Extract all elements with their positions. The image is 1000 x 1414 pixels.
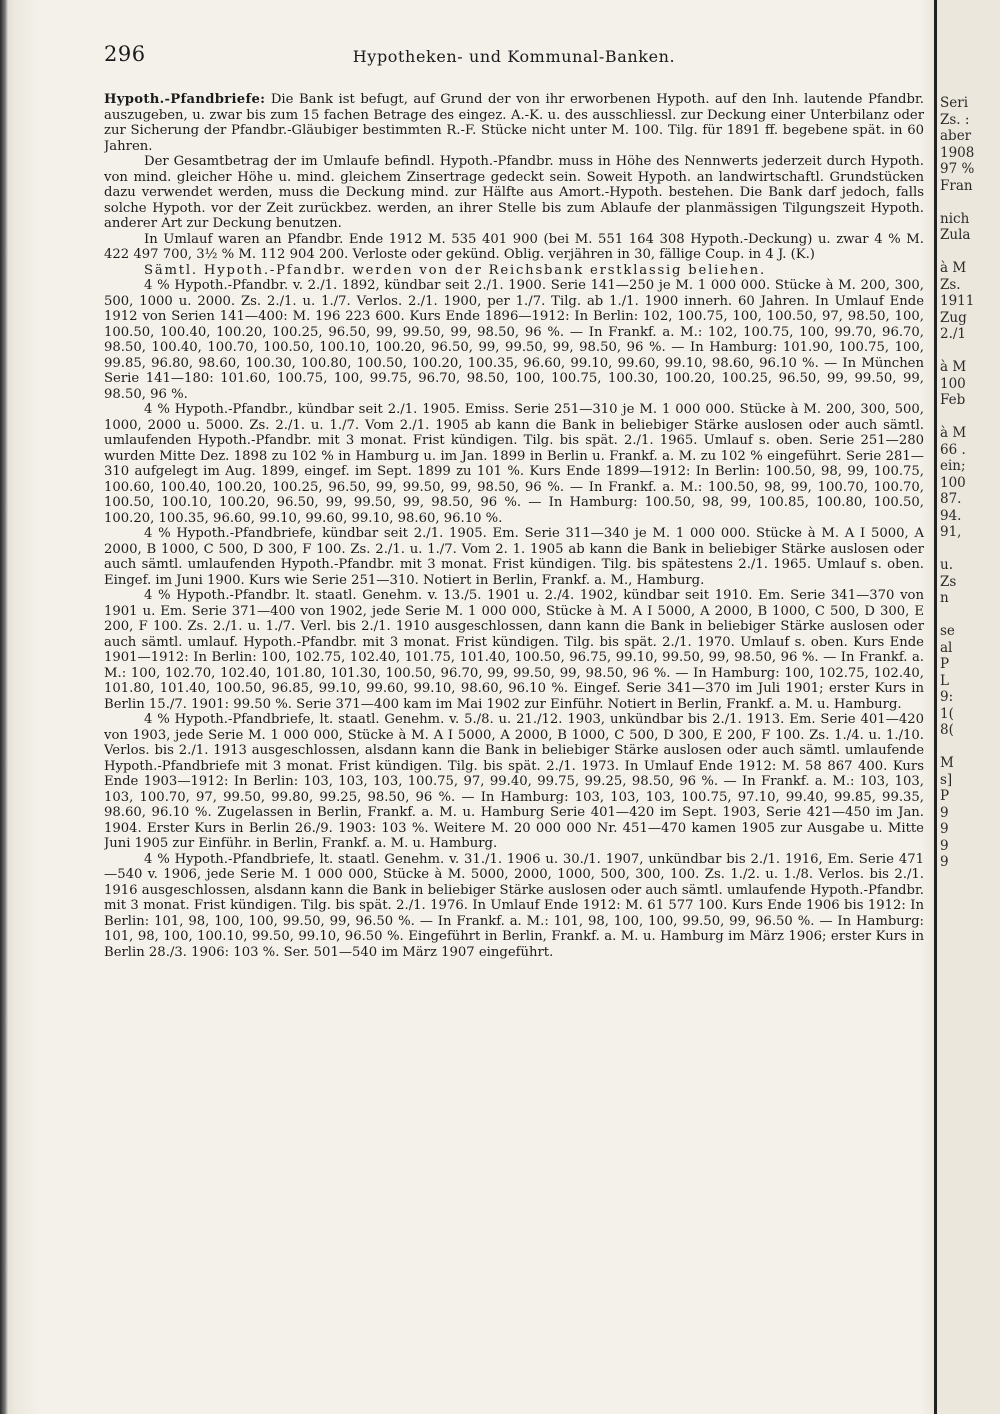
paragraph-issue-1892: 4 % Hypoth.-Pfandbr. v. 2./1. 1892, kündbar seit 2./1. 1900. Serie 141—250 je M. 1 000 000. Stücke à M. 200, 300, 500, 1000 u. 2000. Zs. 2./1. u. 1./7. Verlos. 2./1. 1900, per 1./7. Tilg. ab 1./1. 1900 innerh. 60 Jahren. In Umlauf Ende 1912 von Serien 141—400: M. 196 223 600. Kurs Ende 1896—1912: In Berlin: 102, 100.75, 100, 100.50, 97, 98.50, 100, 100.50, 100.40, 100.20, 100.25, 96.50, 99, 99.50, 99, 98.50, 96 %. — In Frankf. a. M.: 102, 100.75, 100, 99.70, 96.70, 98.50, 100.40, 100.70, 100.50, 100.10, 100.20, 96.50, 99, 99.50, 99, 98.50, 96 %. — In Hamburg: 101.90, 100.75, 100, 99.85, 96.80, 98.60, 100.30, 100.80, 100.50, 100.20, 100.35, 96.60, 99.10, 99.60, 99.10, 98.60, 96.10 %. — In München Serie 141—180: 101.60, 100.75, 100, 99.75, 96.70, 98.50, 100, 100.75, 100.30, 100.20, 100.25, 96.50, 99, 99.50, 99, 98.50, 96 %. (104, 278, 924, 402)
page-number: 296 (104, 42, 146, 66)
page-header (104, 42, 924, 72)
margin-fragment: 1908 (940, 144, 975, 161)
margin-fragment: nich (940, 210, 970, 227)
margin-fragment: 100 (940, 375, 966, 392)
margin-fragment (940, 194, 1000, 211)
margin-fragment: se (940, 623, 955, 639)
book-spine-shadow (0, 0, 8, 1414)
adjacent-page-fragments (940, 95, 1000, 1295)
margin-fragment: Zula (940, 227, 971, 243)
margin-fragment (940, 244, 1000, 261)
running-title: Hypotheken- und Kommunal-Banken. (352, 47, 676, 66)
margin-fragment: 100 (940, 474, 966, 491)
margin-fragment: 9 (940, 837, 949, 854)
margin-fragment: Zug (940, 309, 967, 326)
margin-fragment (940, 541, 1000, 558)
margin-fragment: P (940, 656, 950, 672)
margin-fragment (940, 409, 1000, 426)
paragraph-issue-1903: 4 % Hypoth.-Pfandbriefe, lt. staatl. Genehm. v. 5./8. u. 21./12. 1903, unkündbar bis 2./1. 1913. Em. Serie 401—420 von 1903, jede Serie M. 1 000 000, Stücke à M. A I 5000, A 2000, B 1000, C 500, D 300, E 200, F 100. Zs. 1./4. u. 1./10. Verlos. bis 2./1. 1913 ausgeschlossen, alsdann kann die Bank in beliebiger Stärke auslosen oder auch sämtl. umlaufende Hypoth.-Pfandbriefe mit 3 monat. Frist kündigen. Tilg. bis spät. 2./1. 1973. In Umlauf Ende 1912: M. 58 867 400. Kurs Ende 1903—1912: In Berlin: 103, 103, 103, 100.75, 97, 99.40, 99.75, 99.25, 98.50, 96 %. — In Frankf. a. M.: 103, 103, 103, 100.70, 97, 99.50, 99.80, 99.25, 98.50, 96 %. — In Hamburg: 103, 103, 103, 100.75, 97.10, 99.40, 99.85, 99.35, 98.60, 96.10 %. Zugelassen in Berlin, Frankf. a. M. u. Hamburg Serie 401—420 im Sept. 1903, Serie 421—450 im Jan. 1904. Erster Kurs in Berlin 26./9. 1903: 103 %. Weitere M. 20 000 000 Nr. 451—470 kamen 1905 zur Ausgabe u. Mitte Juni 1905 zur Einführ. in Berlin, Frankf. a. M. u. Hamburg. (104, 712, 924, 851)
paragraph-coverage: Der Gesamtbetrag der im Umlaufe befindl. Hypoth.-Pfandbr. muss in Höhe des Nennwerts jederzeit durch Hypoth. von mind. gleicher Höhe u. mind. gleichem Zinsertrage gedeckt sein. Soweit Hypoth. an landwirtschaftl. Grundstücken dazu verwendet werden, muss die Deckung mind. zur Hälfte aus Amort.-Hypoth. bestehen. Die Bank darf jedoch, falls solche Hypoth. vor der Zeit zurückbez. werden, an ihrer Stelle bis zum Ablaufe der planmässigen Tilgungszeit Hypoth. anderer Art zur Deckung benutzen. (104, 154, 924, 231)
margin-fragment: Fran (940, 177, 973, 194)
page-body (104, 92, 924, 1402)
margin-fragment: 1911 (940, 293, 975, 309)
paragraph-issue-1905-b: 4 % Hypoth.-Pfandbriefe, kündbar seit 2./1. 1905. Em. Serie 311—340 je M. 1 000 000. Stücke à M. A I 5000, A 2000, B 1000, C 500, D 300, F 100. Zs. 2./1. u. 1./7. Vom 2. 1. 1905 ab kann die Bank in beliebiger Stärke auslosen oder auch sämtl. umlaufenden Hypoth.-Pfandbr. mit 3 monat. Frist kündigen. Tilg. bis spätestens 2./1. 1965. Umlauf s. oben. Eingef. im Juni 1900. Kurs wie Serie 251—310. Notiert in Berlin, Frankf. a. M., Hamburg. (104, 526, 924, 588)
margin-fragment (940, 343, 1000, 360)
margin-fragment: Zs. (940, 276, 961, 293)
margin-fragment: Zs (940, 573, 957, 590)
margin-fragment: aber (940, 128, 972, 144)
intro-text: Die Bank ist befugt, auf Grund der von ihr erworbenen Hypoth. auf den Inh. lautende Pfandbr. auszugeben, u. zwar bis zum 15 fachen Betrage des eingez. A.-K. u. des ausschliessl. zur Deckung einer Unterbilanz oder zur Sicherung der Pfandbr.-Gläubiger bestimmten R.-F. Stücke nicht unter M. 100. Tilg. für 1891 ff. begebene spät. in 60 Jahren. (104, 92, 924, 154)
margin-fragment: 66 . (940, 441, 966, 458)
margin-fragment: 9 (940, 854, 949, 870)
margin-fragment: M (940, 755, 954, 771)
margin-fragment: L (940, 672, 949, 689)
page-gutter-line (934, 0, 937, 1414)
margin-fragment: Seri (940, 95, 969, 111)
margin-fragment: 8( (940, 722, 954, 738)
paragraph-circulation: In Umlauf waren an Pfandbr. Ende 1912 M. 535 401 900 (bei M. 551 164 308 Hypoth.-Deckung) u. zwar 4 % M. 422 497 700, 3½ % M. 112 904 200. Verloste oder gekünd. Oblig. verjähren in 30, fällige Coup. in 4 J. (K.) (104, 231, 924, 262)
margin-fragment: 9: (940, 689, 954, 705)
margin-fragment: à M (940, 260, 967, 276)
margin-fragment (940, 607, 1000, 624)
margin-fragment: ein; (940, 458, 966, 474)
paragraph-issue-1906: 4 % Hypoth.-Pfandbriefe, lt. staatl. Genehm. v. 31./1. 1906 u. 30./1. 1907, unkündbar bis 2./1. 1916, Em. Serie 471—540 v. 1906, jede Serie M. 1 000 000, Stücke à M. 5000, 2000, 1000, 500, 300, 100. Zs. 1./2. u. 1./8. Verlos. bis 2./1. 1916 ausgeschlossen, alsdann kann die Bank in beliebiger Stärke auslosen oder auch sämtl. umlaufende Hypoth.-Pfandbr. mit 3 monat. Frist kündigen. Tilg. bis spät. 2./1. 1976. In Umlauf Ende 1912: M. 61 577 100. Kurs Ende 1906 bis 1912: In Berlin: 101, 98, 100, 100, 99.50, 99, 96.50 %. — In Frankf. a. M.: 101, 98, 100, 100, 99.50, 99, 96.50 %. — In Hamburg: 101, 98, 100, 100.10, 99.50, 99.10, 96.50 %. Eingeführt in Berlin, Frankf. a. M. u. Hamburg im März 1906; erster Kurs in Berlin 28./3. 1906: 103 %. Ser. 501—540 im März 1907 eingeführt. (104, 851, 924, 960)
margin-fragment: Feb (940, 392, 966, 408)
margin-fragment: 1( (940, 705, 954, 722)
margin-fragment: à M (940, 359, 967, 375)
section-lead: Hypoth.-Pfandbriefe: (104, 92, 266, 107)
margin-fragment (940, 739, 1000, 756)
margin-fragment: 91, (940, 524, 962, 540)
margin-fragment: al (940, 639, 953, 656)
paragraph-reichsbank: Sämtl. Hypoth.-Pfandbr. werden von der Reichsbank erstklassig beliehen. (144, 262, 766, 278)
margin-fragment: u. (940, 557, 953, 573)
margin-fragment: 2./1 (940, 326, 967, 342)
paragraph-issue-1905-a: 4 % Hypoth.-Pfandbr., kündbar seit 2./1. 1905. Emiss. Serie 251—310 je M. 1 000 000. Stücke à M. 200, 300, 500, 1000, 2000 u. 5000. Zs. 2./1. u. 1./7. Vom 2./1. 1905 ab kann die Bank in beliebiger Stärke auslosen oder auch sämtl. umlaufenden Hypoth.-Pfandbr. mit 3 monat. Frist kündigen. Tilg. bis spät. 2./1. 1965. Umlauf s. oben. Serie 251—280 wurden Mitte Dez. 1898 zu 102 % in Hamburg u. im Jan. 1899 in Berlin u. Frankf. a. M. zu 102 % eingeführt. Serie 281—310 aufgelegt im Aug. 1899, eingef. im Sept. 1899 zu 101 %. Kurs Ende 1899—1912: In Berlin: 100.50, 98, 99, 100.75, 100.60, 100.40, 100.20, 100.25, 96.50, 99, 99.50, 99, 98.50, 96 %. — In Frankf. a. M.: 100.50, 98, 99, 100.70, 100.70, 100.50, 100.10, 100.20, 96.50, 99, 99.50, 99, 98.50, 96 %. — In Hamburg: 100.50, 98, 99, 100.85, 100.80, 100.50, 100.20, 100.35, 96.60, 99.10, 99.60, 99.10, 98.60, 96.10 %. (104, 402, 924, 526)
margin-fragment: 9 (940, 804, 949, 821)
margin-fragment: s] (940, 771, 953, 788)
margin-fragment: 9 (940, 821, 949, 837)
margin-fragment: 97 % (940, 161, 975, 177)
paragraph-issue-1901: 4 % Hypoth.-Pfandbr. lt. staatl. Genehm. v. 13./5. 1901 u. 2./4. 1902, kündbar seit 1910. Em. Serie 341—370 von 1901 u. Em. Serie 371—400 von 1902, jede Serie M. 1 000 000, Stücke à M. A I 5000, A 2000, B 1000, C 500, D 300, E 200, F 100. Zs. 2./1. u. 1./7. Verl. bis 2./1. 1910 ausgeschlossen, dann kann die Bank in beliebiger Stärke auslosen oder auch sämtl. umlauf. Hypoth.-Pfandbr. mit 3 monat. Frist kündigen. Tilg. bis spät. 2./1. 1970. Umlauf s. oben. Kurs Ende 1901—1912: In Berlin: 100, 102.75, 102.40, 101.75, 101.40, 100.50, 96.75, 99.10, 99.50, 99, 98.50, 96 %. — In Frankf. a. M.: 100, 102.70, 102.40, 101.80, 101.30, 100.50, 96.70, 99, 99.50, 99, 98.50, 96 %. — In Hamburg: 100, 102.75, 102.40, 101.80, 101.40, 100.50, 96.85, 99.10, 99.60, 99.10, 98.60, 96.10 %. Eingef. Serie 341—370 im Juli 1901; erster Kurs in Berlin 15./7. 1901: 99.50 %. Serie 371—400 kam im Mai 1902 zur Einführ. Notiert in Berlin, Frankf. a. M. u. Hamburg. (104, 588, 924, 712)
paragraph-intro (104, 92, 924, 154)
margin-fragment: 87. (940, 491, 962, 507)
margin-fragment: P (940, 788, 950, 804)
margin-fragment: Zs. : (940, 111, 970, 128)
margin-fragment: 94. (940, 507, 962, 524)
margin-fragment: n (940, 590, 949, 606)
margin-fragment: à M (940, 425, 967, 441)
